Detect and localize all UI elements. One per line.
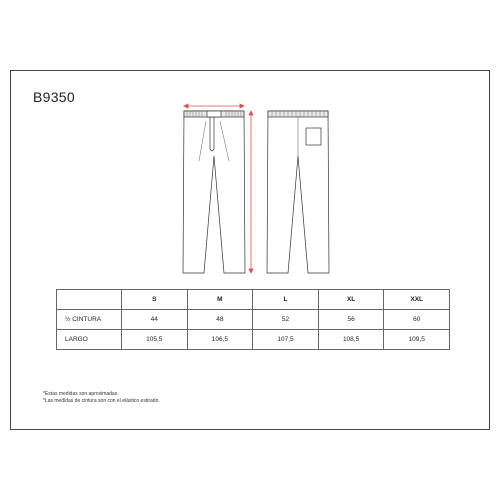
row-label-waist: ½ CINTURA xyxy=(57,310,122,330)
size-header-xl: XL xyxy=(318,290,384,310)
front-view-trousers xyxy=(183,111,245,273)
table-cell: 105,5 xyxy=(122,330,188,350)
row-label-length: LARGO xyxy=(57,330,122,350)
model-code: B9350 xyxy=(33,89,75,105)
table-cell: 52 xyxy=(253,310,319,330)
trousers-illustration xyxy=(176,101,356,276)
table-header-row xyxy=(57,290,450,310)
length-measure-arrow xyxy=(249,111,253,273)
back-view-trousers xyxy=(267,111,329,273)
footnote: *Las medidas de cintura son con el elástico estirado. xyxy=(43,398,160,404)
table-corner-cell xyxy=(57,290,122,310)
footnotes xyxy=(43,391,160,405)
size-header-s: S xyxy=(122,290,188,310)
table-cell: 106,5 xyxy=(187,330,253,350)
spec-sheet xyxy=(10,70,490,430)
table-cell: 108,5 xyxy=(318,330,384,350)
waist-measure-arrow xyxy=(184,104,244,108)
table-cell: 60 xyxy=(384,310,450,330)
table-cell: 109,5 xyxy=(384,330,450,350)
back-pocket xyxy=(306,128,321,145)
size-header-xxl: XXL xyxy=(384,290,450,310)
footnote: *Estas medidas son aproximadas. xyxy=(43,391,119,397)
table-cell: 56 xyxy=(318,310,384,330)
table-cell: 44 xyxy=(122,310,188,330)
size-table xyxy=(56,289,450,350)
table-cell: 48 xyxy=(187,310,253,330)
table-row xyxy=(57,310,450,330)
size-header-m: M xyxy=(187,290,253,310)
table-row xyxy=(57,330,450,350)
table-cell: 107,5 xyxy=(253,330,319,350)
size-header-l: L xyxy=(253,290,319,310)
